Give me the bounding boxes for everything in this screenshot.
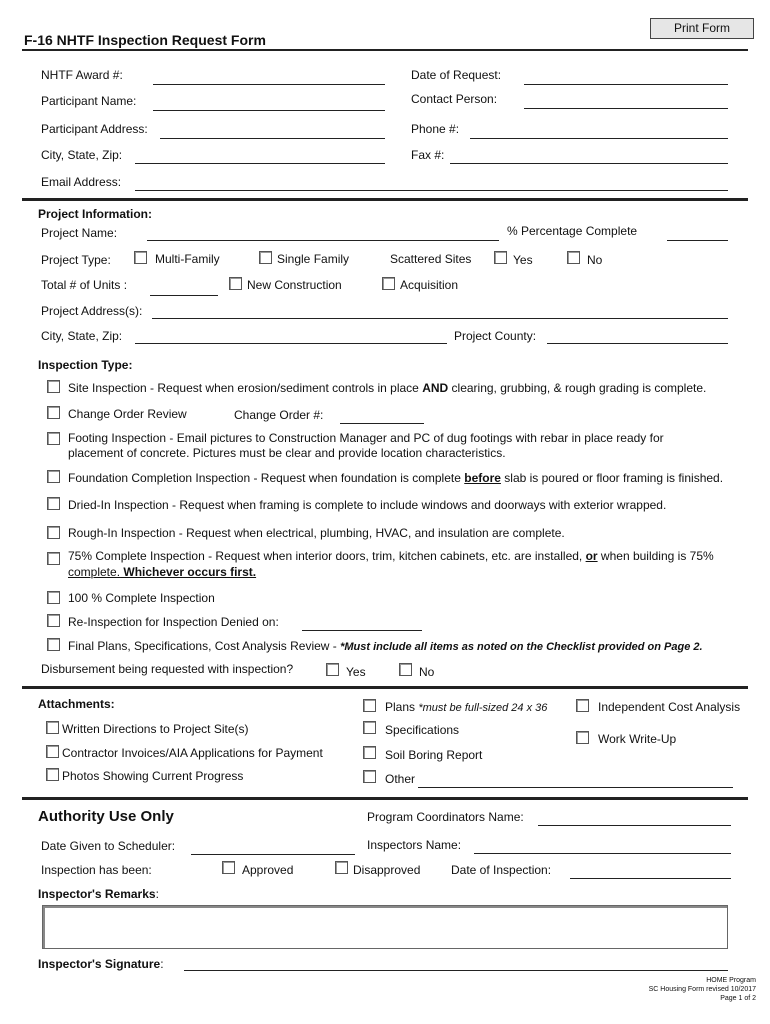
disbursement-yes-checkbox[interactable] bbox=[326, 663, 339, 676]
invoices-label: Contractor Invoices/AIA Applications for Payment bbox=[62, 746, 323, 760]
footer-page: Page 1 of 2 bbox=[720, 995, 756, 1002]
dried-in-label: Dried-In Inspection - Request when framing is complete to include windows and doorways with exterior wrapped. bbox=[68, 498, 667, 512]
phone-label: Phone #: bbox=[411, 122, 460, 136]
soil-boring-checkbox[interactable] bbox=[363, 746, 376, 759]
city-label: City, State, Zip: bbox=[41, 148, 123, 162]
single-family-checkbox[interactable] bbox=[259, 251, 272, 264]
p75-checkbox[interactable] bbox=[47, 552, 60, 565]
divider bbox=[22, 797, 748, 800]
photos-checkbox[interactable] bbox=[46, 768, 59, 781]
date-given-field[interactable] bbox=[191, 854, 355, 855]
divider bbox=[22, 686, 748, 689]
attachments-heading: Attachments: bbox=[38, 697, 115, 711]
project-info-heading: Project Information: bbox=[38, 207, 153, 221]
fax-field[interactable] bbox=[450, 163, 728, 164]
rough-in-label: Rough-In Inspection - Request when electrical, plumbing, HVAC, and insulation are complete. bbox=[68, 526, 565, 540]
participant-address-field[interactable] bbox=[160, 138, 385, 139]
contact-person-label: Contact Person: bbox=[411, 92, 498, 106]
city-field[interactable] bbox=[135, 163, 385, 164]
participant-name-label: Participant Name: bbox=[41, 94, 137, 108]
p100-label: 100 % Complete Inspection bbox=[68, 591, 215, 605]
write-up-label: Work Write-Up bbox=[598, 732, 677, 746]
specifications-label: Specifications bbox=[385, 723, 460, 737]
multi-family-label: Multi-Family bbox=[155, 252, 220, 266]
project-name-field[interactable] bbox=[147, 240, 499, 241]
disapproved-label: Disapproved bbox=[353, 863, 421, 877]
site-inspection-checkbox[interactable] bbox=[47, 380, 60, 393]
inspectors-name-label: Inspectors Name: bbox=[367, 838, 462, 852]
foundation-inspection-checkbox[interactable] bbox=[47, 470, 60, 483]
divider bbox=[22, 49, 748, 51]
disbursement-label: Disbursement being requested with inspection? bbox=[41, 662, 294, 676]
p75-label-line1: 75% Complete Inspection - Request when interior doors, trim, kitchen cabinets, etc. are installed, or when building is 75% bbox=[68, 549, 714, 563]
project-address-label: Project Address(s): bbox=[41, 304, 143, 318]
date-inspection-field[interactable] bbox=[570, 878, 731, 879]
inspection-type-heading: Inspection Type: bbox=[38, 358, 133, 372]
date-request-label: Date of Request: bbox=[411, 68, 502, 82]
final-plans-checkbox[interactable] bbox=[47, 638, 60, 651]
directions-label: Written Directions to Project Site(s) bbox=[62, 722, 249, 736]
project-type-label: Project Type: bbox=[41, 253, 111, 267]
disbursement-yes-label: Yes bbox=[346, 665, 366, 679]
project-name-label: Project Name: bbox=[41, 226, 118, 240]
participant-name-field[interactable] bbox=[153, 110, 385, 111]
coordinator-field[interactable] bbox=[538, 825, 731, 826]
soil-boring-label: Soil Boring Report bbox=[385, 748, 483, 762]
acquisition-checkbox[interactable] bbox=[382, 277, 395, 290]
date-inspection-label: Date of Inspection: bbox=[451, 863, 552, 877]
percentage-label: % Percentage Complete bbox=[507, 224, 638, 238]
new-construction-label: New Construction bbox=[247, 278, 342, 292]
disbursement-no-checkbox[interactable] bbox=[399, 663, 412, 676]
coordinator-label: Program Coordinators Name: bbox=[367, 810, 524, 824]
units-label: Total # of Units : bbox=[41, 278, 128, 292]
footing-inspection-checkbox[interactable] bbox=[47, 432, 60, 445]
cost-analysis-label: Independent Cost Analysis bbox=[598, 700, 741, 714]
scattered-yes-checkbox[interactable] bbox=[494, 251, 507, 264]
scattered-no-checkbox[interactable] bbox=[567, 251, 580, 264]
award-field[interactable] bbox=[153, 84, 385, 85]
authority-heading: Authority Use Only bbox=[38, 808, 174, 825]
reinspection-checkbox[interactable] bbox=[47, 614, 60, 627]
change-order-num-field[interactable] bbox=[340, 423, 424, 424]
site-inspection-label: Site Inspection - Request when erosion/sediment controls in place AND clearing, grubbing, & rough grading is complete. bbox=[68, 381, 707, 395]
change-order-checkbox[interactable] bbox=[47, 406, 60, 419]
percentage-field[interactable] bbox=[667, 240, 728, 241]
inspectors-name-field[interactable] bbox=[474, 853, 731, 854]
multi-family-checkbox[interactable] bbox=[134, 251, 147, 264]
single-family-label: Single Family bbox=[277, 252, 350, 266]
final-plans-label: Final Plans, Specifications, Cost Analysis Review - *Must include all items as noted on the Checklist provided on Page 2. bbox=[68, 639, 703, 653]
photos-label: Photos Showing Current Progress bbox=[62, 769, 244, 783]
p100-checkbox[interactable] bbox=[47, 591, 60, 604]
plans-checkbox[interactable] bbox=[363, 699, 376, 712]
project-county-label: Project County: bbox=[454, 329, 537, 343]
new-construction-checkbox[interactable] bbox=[229, 277, 242, 290]
change-order-num-label: Change Order #: bbox=[234, 408, 324, 422]
directions-checkbox[interactable] bbox=[46, 721, 59, 734]
dried-in-checkbox[interactable] bbox=[47, 497, 60, 510]
scattered-no-label: No bbox=[587, 253, 603, 267]
project-city-field[interactable] bbox=[135, 343, 447, 344]
acquisition-label: Acquisition bbox=[400, 278, 459, 292]
write-up-checkbox[interactable] bbox=[576, 731, 589, 744]
other-field[interactable] bbox=[418, 787, 733, 788]
plans-label: Plans *must be full-sized 24 x 36 bbox=[385, 700, 548, 714]
units-field[interactable] bbox=[150, 295, 218, 296]
disapproved-checkbox[interactable] bbox=[335, 861, 348, 874]
award-label: NHTF Award #: bbox=[41, 68, 123, 82]
cost-analysis-checkbox[interactable] bbox=[576, 699, 589, 712]
change-order-label: Change Order Review bbox=[68, 407, 187, 421]
approved-label: Approved bbox=[242, 863, 294, 877]
signature-field[interactable] bbox=[184, 970, 728, 971]
fax-label: Fax #: bbox=[411, 148, 445, 162]
participant-address-label: Participant Address: bbox=[41, 122, 148, 136]
rough-in-checkbox[interactable] bbox=[47, 526, 60, 539]
footing-inspection-label-line2: placement of concrete. Pictures must be clear and provide location characteristics. bbox=[68, 446, 506, 460]
remarks-label: Inspector's Remarks: bbox=[38, 887, 159, 901]
remarks-textarea[interactable] bbox=[42, 905, 728, 949]
invoices-checkbox[interactable] bbox=[46, 745, 59, 758]
date-given-label: Date Given to Scheduler: bbox=[41, 839, 176, 853]
other-label: Other bbox=[385, 772, 416, 786]
scattered-yes-label: Yes bbox=[513, 253, 533, 267]
date-request-field[interactable] bbox=[524, 84, 728, 85]
reinspection-date-field[interactable] bbox=[302, 630, 422, 631]
inspection-has-been-label: Inspection has been: bbox=[41, 863, 152, 877]
divider bbox=[22, 198, 748, 201]
footer-program: HOME Program bbox=[706, 977, 756, 984]
email-field[interactable] bbox=[135, 190, 728, 191]
phone-field[interactable] bbox=[470, 138, 728, 139]
project-address-field[interactable] bbox=[152, 318, 728, 319]
email-label: Email Address: bbox=[41, 175, 122, 189]
project-county-field[interactable] bbox=[547, 343, 728, 344]
project-city-label: City, State, Zip: bbox=[41, 329, 123, 343]
p75-label-line2: complete. Whichever occurs first. bbox=[68, 565, 257, 579]
disbursement-no-label: No bbox=[419, 665, 435, 679]
foundation-inspection-label: Foundation Completion Inspection - Request when foundation is complete before slab is poured or floor framing is finished. bbox=[68, 471, 724, 485]
footer-revised: SC Housing Form revised 10/2017 bbox=[648, 986, 756, 993]
page-title: F-16 NHTF Inspection Request Form bbox=[24, 32, 266, 48]
signature-label: Inspector's Signature: bbox=[38, 957, 164, 971]
specifications-checkbox[interactable] bbox=[363, 721, 376, 734]
print-form-button[interactable]: Print Form bbox=[650, 18, 754, 39]
footing-inspection-label-line1: Footing Inspection - Email pictures to Construction Manager and PC of dug footings with rebar in place ready for bbox=[68, 431, 664, 445]
contact-person-field[interactable] bbox=[524, 108, 728, 109]
approved-checkbox[interactable] bbox=[222, 861, 235, 874]
other-checkbox[interactable] bbox=[363, 770, 376, 783]
scattered-sites-label: Scattered Sites bbox=[390, 252, 472, 266]
reinspection-label: Re-Inspection for Inspection Denied on: bbox=[68, 615, 279, 629]
